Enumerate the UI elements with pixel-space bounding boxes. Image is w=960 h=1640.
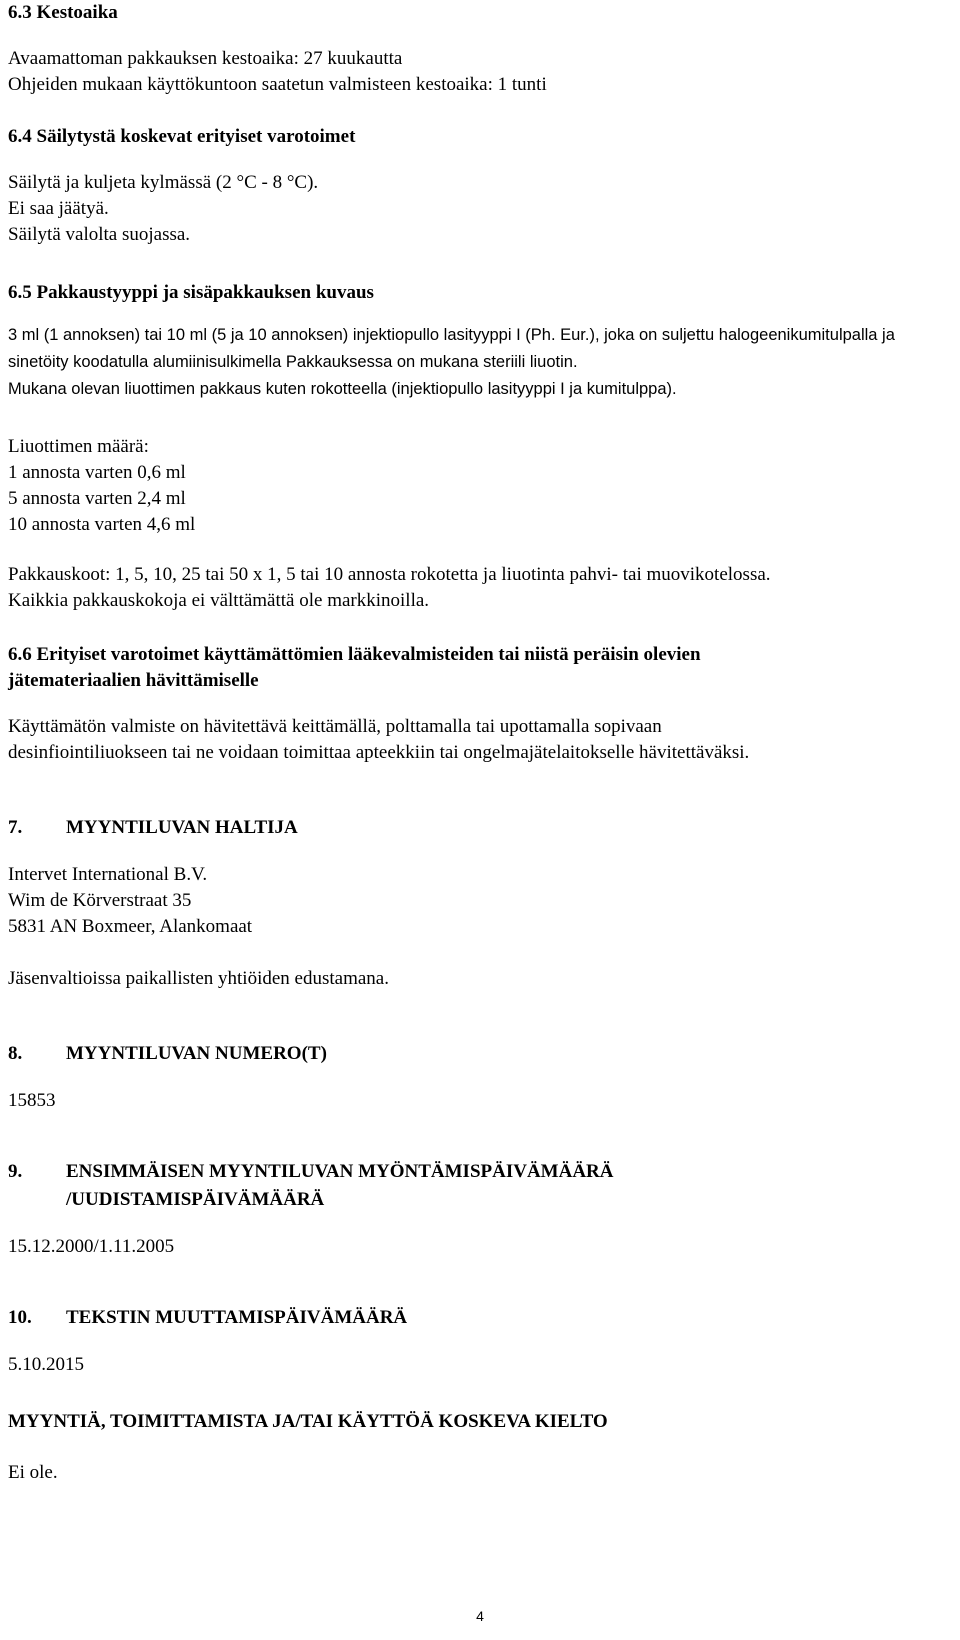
- section-10-number: 10.: [8, 1307, 32, 1328]
- solvent-amount-10-dose: 10 annosta varten 4,6 ml: [8, 514, 196, 535]
- shelf-life-reconstituted: Ohjeiden mukaan käyttökuntoon saatetun valmisteen kestoaika: 1 tunti: [8, 74, 547, 95]
- section-8-heading: [8, 1040, 943, 1068]
- marketing-holder-address: [8, 862, 943, 940]
- holder-name: Intervet International B.V.: [8, 864, 208, 885]
- section-9-title-line-2: /UUDISTAMISPÄIVÄMÄÄRÄ: [66, 1189, 325, 1210]
- pack-sizes: [8, 562, 943, 614]
- section-8-number: 8.: [8, 1043, 23, 1064]
- section-9-title-line-1: ENSIMMÄISEN MYYNTILUVAN MYÖNTÄMISPÄIVÄMÄÄRÄ: [66, 1161, 614, 1182]
- solvent-amount-5-dose: 5 annosta varten 2,4 ml: [8, 488, 186, 509]
- section-9-heading: [8, 1158, 943, 1214]
- section-7-title: MYYNTILUVAN HALTIJA: [66, 817, 298, 838]
- section-7-number: 7.: [8, 817, 23, 838]
- section-10-title: TEKSTIN MUUTTAMISPÄIVÄMÄÄRÄ: [66, 1307, 408, 1328]
- holder-representation-note: Jäsenvaltioissa paikallisten yhtiöiden edustamana.: [8, 968, 389, 989]
- storage-line-1: Säilytä ja kuljeta kylmässä (2 °C - 8 °C).: [8, 172, 319, 193]
- section-6-3-heading: 6.3 Kestoaika: [8, 2, 118, 23]
- solvent-amount-label: Liuottimen määrä:: [8, 436, 149, 457]
- disposal-line-1: Käyttämätön valmiste on hävitettävä keittämällä, polttamalla tai upottamalla sopivaan: [8, 716, 662, 737]
- section-6-6-heading-line-1: 6.6 Erityiset varotoimet käyttämättömien lääkevalmisteiden tai niistä peräisin olevien: [8, 644, 701, 665]
- disposal-line-2: desinfiointiliuokseen tai ne voidaan toimittaa apteekkiin tai ongelmajätelaitokselle hävitettäväksi.: [8, 742, 750, 763]
- holder-street: Wim de Körverstraat 35: [8, 890, 192, 911]
- pack-sizes-availability: Kaikkia pakkauskokoja ei välttämättä ole markkinoilla.: [8, 590, 430, 611]
- page-number: 4: [476, 1608, 484, 1624]
- holder-city: 5831 AN Boxmeer, Alankomaat: [8, 916, 253, 937]
- section-6-6-heading: [8, 642, 943, 694]
- storage-line-2: Ei saa jäätyä.: [8, 198, 109, 219]
- storage-line-3: Säilytä valolta suojassa.: [8, 224, 191, 245]
- solvent-container-description: Mukana olevan liuottimen pakkaus kuten rokotteella (injektiopullo lasityyppi I ja kumitulppa).: [8, 380, 677, 398]
- pack-sizes-line: Pakkauskoot: 1, 5, 10, 25 tai 50 x 1, 5 tai 10 annosta rokotetta ja liuotinta pahvi- tai muovikotelossa.: [8, 564, 771, 585]
- section-6-5-heading: 6.5 Pakkaustyyppi ja sisäpakkauksen kuvaus: [8, 282, 374, 303]
- section-9-number: 9.: [8, 1161, 23, 1182]
- solvent-amounts: [8, 434, 943, 538]
- container-description: 3 ml (1 annoksen) tai 10 ml (5 ja 10 annoksen) injektiopullo lasityyppi I (Ph. Eur.), joka on suljettu halogeenikumitulpalla ja sinetöity koodatulla alumiinisulkimella Pakkauksessa on mukana steriili liuotin.: [8, 326, 895, 371]
- section-10-heading: [8, 1304, 943, 1332]
- section-6-6-heading-line-2: jätemateriaalien hävittämiselle: [8, 670, 259, 691]
- authorisation-number: 15853: [8, 1090, 56, 1111]
- section-6-4-heading: 6.4 Säilytystä koskevat erityiset varotoimet: [8, 126, 356, 147]
- prohibition-value: Ei ole.: [8, 1462, 58, 1483]
- section-8-title: MYYNTILUVAN NUMERO(T): [66, 1043, 327, 1064]
- section-9-title: [66, 1158, 943, 1214]
- section-6-5-body: [8, 322, 943, 403]
- revision-date: 5.10.2015: [8, 1354, 84, 1375]
- section-6-4-body: [8, 170, 943, 248]
- section-7-heading: [8, 814, 943, 842]
- section-6-3-body: [8, 46, 943, 98]
- prohibition-heading: MYYNTIÄ, TOIMITTAMISTA JA/TAI KÄYTTÖÄ KOSKEVA KIELTO: [8, 1411, 608, 1432]
- authorisation-dates: 15.12.2000/1.11.2005: [8, 1236, 175, 1257]
- shelf-life-unopened: Avaamattoman pakkauksen kestoaika: 27 kuukautta: [8, 48, 403, 69]
- solvent-amount-1-dose: 1 annosta varten 0,6 ml: [8, 462, 186, 483]
- section-6-6-body: [8, 714, 943, 766]
